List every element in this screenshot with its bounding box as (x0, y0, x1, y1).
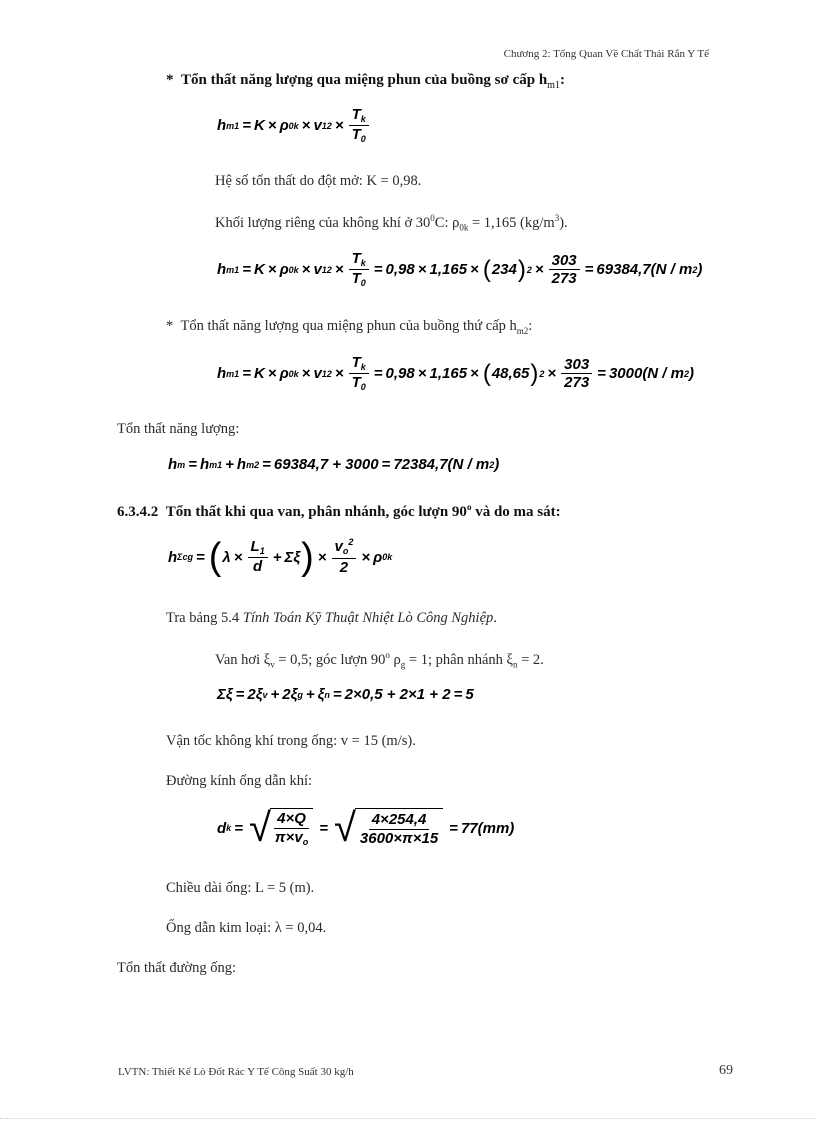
eq-v-sub: 1 (321, 264, 327, 275)
eq-unit-sup: 2 (692, 264, 698, 275)
frac-num-sub: k (360, 362, 366, 372)
equation-sum-xi: Σξ = 2ξ v + 2ξ g + ξ n = 2×0,5 + 2×1 + 2 = 5 (217, 686, 474, 703)
eq-expression: 2×0,5 + 2×1 + 2 (344, 686, 451, 703)
eq-unit-end: ) (494, 456, 500, 473)
eq-term-b: h (236, 456, 247, 473)
frac-num-sub: k (360, 114, 366, 124)
eq-result: 3000 (608, 365, 643, 383)
eq-rho: ρ (373, 548, 383, 566)
eq-lhs: h (168, 456, 178, 473)
eq-unit-sup: 2 (489, 459, 495, 470)
eq-lhs: h (217, 117, 227, 135)
fraction-tk-t0 (349, 355, 369, 393)
p5-c: ρ (389, 651, 401, 668)
eq-lhs-sub: Σcg (177, 552, 193, 562)
eq-term-3: ξ (317, 686, 325, 703)
eq-velocity-value: 234 (491, 261, 517, 279)
p5-c-sub: g (400, 659, 406, 670)
equation-fitting-friction-loss: h Σcg = ( λ × $\frac{L_1}{d}$ + Σξ ) × $\frac{v_o^2}{2}$ × ρ 0k (168, 536, 393, 578)
frac-num: T (351, 106, 361, 123)
eq-term-3-sub: n (324, 689, 330, 700)
p2-a: Khối lượng riêng của không khí ở 30 (215, 214, 431, 231)
eq-lhs-sub: k (226, 823, 232, 833)
eq-lhs: d (217, 819, 227, 837)
eq-term-1-sub: v (262, 689, 268, 700)
p4-a: Tra bảng 5.4 (166, 610, 243, 626)
equation-total-energy-loss: h m = h m1 + h m2 = 69384,7 + 3000 = 72384,7 (N / m 2 ) (168, 456, 500, 473)
bullet-mark: * (166, 318, 174, 334)
frac-den-sub: 0 (360, 382, 366, 393)
eq-coef: 0,98 (385, 261, 415, 279)
bullet-sub: m2 (516, 325, 529, 336)
frac-num-sub: o (342, 546, 349, 557)
eq-rho-value: 1,165 (429, 365, 468, 383)
bullet-primary-nozzle-loss (166, 72, 565, 91)
bullet-sub: m1 (547, 80, 560, 91)
paragraph-pipe-length: Chiều dài ống: L = 5 (m). (166, 880, 315, 896)
eq-square: 2 (539, 368, 545, 379)
frac-den-sub: 0 (360, 134, 366, 145)
eq-unit-end: ) (689, 365, 694, 383)
page-number: 69 (719, 1063, 733, 1078)
equation-hm1-value: h m1 = K × ρ 0k × v 1 2 × $\frac{T_k}{T_0}$ = 0,98 × 1,165 × ( 234 ) 2 × $\frac{303}{273}$ = 69384,7 (N / m 2 ) (217, 250, 703, 289)
fraction-velocity (332, 538, 357, 575)
frac-num: 4×Q (274, 811, 309, 829)
eq-v-sup: 2 (326, 120, 332, 131)
p2-sub: 0k (459, 222, 469, 233)
equation-hm1-formula: h m1 = K × ρ 0k × v 1 2 × $\frac{T_k}{T_0}$ (217, 107, 371, 145)
eq-velocity-value: 48,65 (491, 365, 530, 383)
fraction-tk-t0 (349, 251, 369, 289)
fraction-tk-t0 (349, 107, 369, 145)
equation-duct-diameter: d k = √ $\frac{4\times Q}{\pi\times v_o}$ = √ $\frac{4\times 254,4}{3600\times\pi\times 15}$ = 77(mm) (217, 806, 515, 850)
fraction-temperature (549, 253, 580, 288)
frac-num: v (334, 538, 343, 556)
frac-num: L (250, 537, 260, 555)
eq-k: K (253, 261, 265, 279)
eq-unit-sup: 2 (683, 368, 689, 379)
frac-den: 2 (339, 558, 349, 576)
p2-d: ). (559, 214, 568, 231)
eq-rho-sub: 0k (288, 120, 299, 131)
book-reference: Tính Toán Kỹ Thuật Nhiệt Lò Công Nghiệp (242, 610, 494, 626)
sqrt-symbolic: √ $\frac{4\times Q}{\pi\times v_o}$ (249, 808, 313, 848)
paragraph-air-density (215, 213, 568, 233)
frac-den-value: 273 (551, 270, 577, 288)
eq-lhs: h (168, 548, 178, 566)
frac-num-sub: 1 (259, 545, 265, 556)
frac-den: T (351, 126, 361, 144)
eq-lhs-sub: m (177, 459, 186, 470)
eq-lhs-sub: m1 (226, 264, 240, 275)
p2-c: = 1,165 (kg/m (468, 214, 555, 231)
bullet-secondary-nozzle-loss (166, 318, 532, 336)
eq-v-sub: 1 (321, 368, 327, 379)
eq-lhs-sub: m1 (226, 120, 240, 131)
eq-result: 72384,7 (393, 456, 448, 473)
frac-den: π×v (274, 829, 303, 847)
p5-deg: o (385, 650, 390, 660)
p5-a: Van hơi ξ (215, 651, 271, 668)
frac-den: 3600×π×15 (359, 830, 439, 847)
eq-lhs-sub: m1 (226, 368, 240, 379)
eq-term-2-sub: g (297, 689, 303, 700)
eq-v-sup: 2 (326, 368, 332, 379)
frac-num: T (351, 354, 361, 371)
eq-unit-end: ) (697, 261, 703, 279)
eq-term-a-sub: m1 (209, 459, 223, 470)
eq-rho-value: 1,165 (429, 261, 468, 279)
eq-result: 5 (465, 686, 474, 703)
eq-lhs: Σξ (217, 686, 233, 703)
p5-a-sub: v (270, 659, 275, 670)
bullet-tail: : (559, 72, 565, 88)
section-number: 6.3.4.2 (117, 504, 159, 520)
bullet-tail: : (528, 318, 533, 334)
paragraph-coefficients (215, 650, 544, 670)
frac-den-value: 273 (564, 374, 590, 392)
frac-num: 4×254,4 (369, 812, 430, 830)
footer-title: LVTN: Thiết Kế Lò Đốt Rác Y Tế Công Suất 30 kg/h (118, 1066, 354, 1078)
eq-rho-sub: 0k (382, 552, 393, 562)
p5-e: = 2. (517, 651, 544, 668)
eq-rho-sub: 0k (288, 264, 299, 275)
frac-den-sub: o (302, 837, 309, 848)
section-deg: o (466, 502, 472, 512)
eq-unit: (N / m (642, 365, 684, 383)
eq-result: 77(mm) (460, 819, 515, 837)
equation-hm2-value: h m1 = K × ρ 0k × v 1 2 × $\frac{T_k}{T_0}$ = 0,98 × 1,165 × ( 48,65 ) 2 × $\frac{303}{273}$ = 3000 (N / m 2 ) (217, 354, 694, 393)
bullet-text: Tổn thất năng lượng qua miệng phun của buồng thứ cấp h (180, 318, 517, 334)
eq-sum: Σξ (284, 548, 301, 566)
frac-num-sup: 2 (348, 537, 354, 548)
frac-num: T (351, 250, 361, 267)
section-heading (117, 502, 561, 521)
page-header: Chương 2: Tổng Quan Về Chất Thải Rắn Y Tế (503, 48, 709, 60)
section-title: Tổn thất khi qua van, phân nhánh, góc lượn 90 (165, 504, 467, 520)
eq-square: 2 (526, 264, 532, 275)
p2-sup2: 3 (554, 213, 560, 223)
p4-b: . (493, 610, 497, 626)
eq-rho: ρ (279, 117, 289, 135)
p2-b: C: ρ (434, 214, 460, 231)
eq-v: v (313, 261, 322, 279)
frac-den: T (351, 374, 361, 392)
p5-d-sub: n (512, 659, 518, 670)
eq-k: K (253, 365, 265, 383)
p5-b: = 0,5; góc lượn 90 (274, 651, 386, 668)
eq-result: 69384,7 (596, 261, 651, 279)
eq-unit: (N / m (650, 261, 693, 279)
bullet-mark: * (166, 72, 174, 88)
eq-term-1: 2ξ (247, 686, 263, 703)
paragraph-table-reference (166, 610, 497, 627)
eq-coef: 0,98 (385, 365, 415, 383)
fraction-temperature (561, 357, 592, 392)
fraction-l-d (248, 539, 268, 575)
eq-v-sup: 2 (326, 264, 332, 275)
section-tail: và do ma sát: (471, 504, 561, 520)
frac-den: T (351, 270, 361, 288)
eq-rho: ρ (279, 261, 289, 279)
frac-num-sub: k (360, 258, 366, 268)
eq-v: v (313, 117, 322, 135)
p2-sup: 0 (430, 213, 435, 223)
eq-expression: 69384,7 + 3000 (273, 456, 379, 473)
page-bottom-divider (0, 1118, 816, 1120)
frac-num-value: 303 (561, 357, 592, 375)
frac-den-sub: 0 (360, 278, 366, 289)
paragraph-pipe-loss: Tổn thất đường ống: (117, 960, 237, 976)
paragraph-air-velocity: Vận tốc không khí trong ống: v = 15 (m/s). (166, 733, 416, 749)
eq-rho: ρ (279, 365, 289, 383)
paragraph-loss-coefficient: Hệ số tổn thất do đột mở: K = 0,98. (215, 173, 422, 189)
paragraph-energy-loss: Tổn thất năng lượng: (117, 421, 240, 437)
eq-term-b-sub: m2 (246, 459, 260, 470)
eq-k: K (253, 117, 265, 135)
frac-num-value: 303 (549, 253, 580, 271)
paragraph-pipe-material: Ống dẫn kim loại: λ = 0,04. (166, 920, 327, 936)
eq-lhs: h (217, 365, 227, 383)
sqrt-numeric: √ $\frac{4\times 254,4}{3600\times\pi\times 15}$ (334, 808, 443, 848)
eq-v: v (313, 365, 322, 383)
frac-den: d (253, 558, 263, 576)
eq-unit: (N / m (447, 456, 490, 473)
eq-rho-sub: 0k (288, 368, 299, 379)
eq-lhs: h (217, 261, 227, 279)
p5-d: = 1; phân nhánh ξ (405, 651, 513, 668)
bullet-text: Tổn thất năng lượng qua miệng phun của buồng sơ cấp h (181, 72, 548, 88)
eq-term-2: 2ξ (282, 686, 298, 703)
paragraph-duct-diameter: Đường kính ống dẫn khí: (166, 773, 313, 789)
eq-lambda: λ (222, 548, 231, 566)
eq-term-a: h (199, 456, 210, 473)
eq-v-sub: 1 (321, 120, 327, 131)
